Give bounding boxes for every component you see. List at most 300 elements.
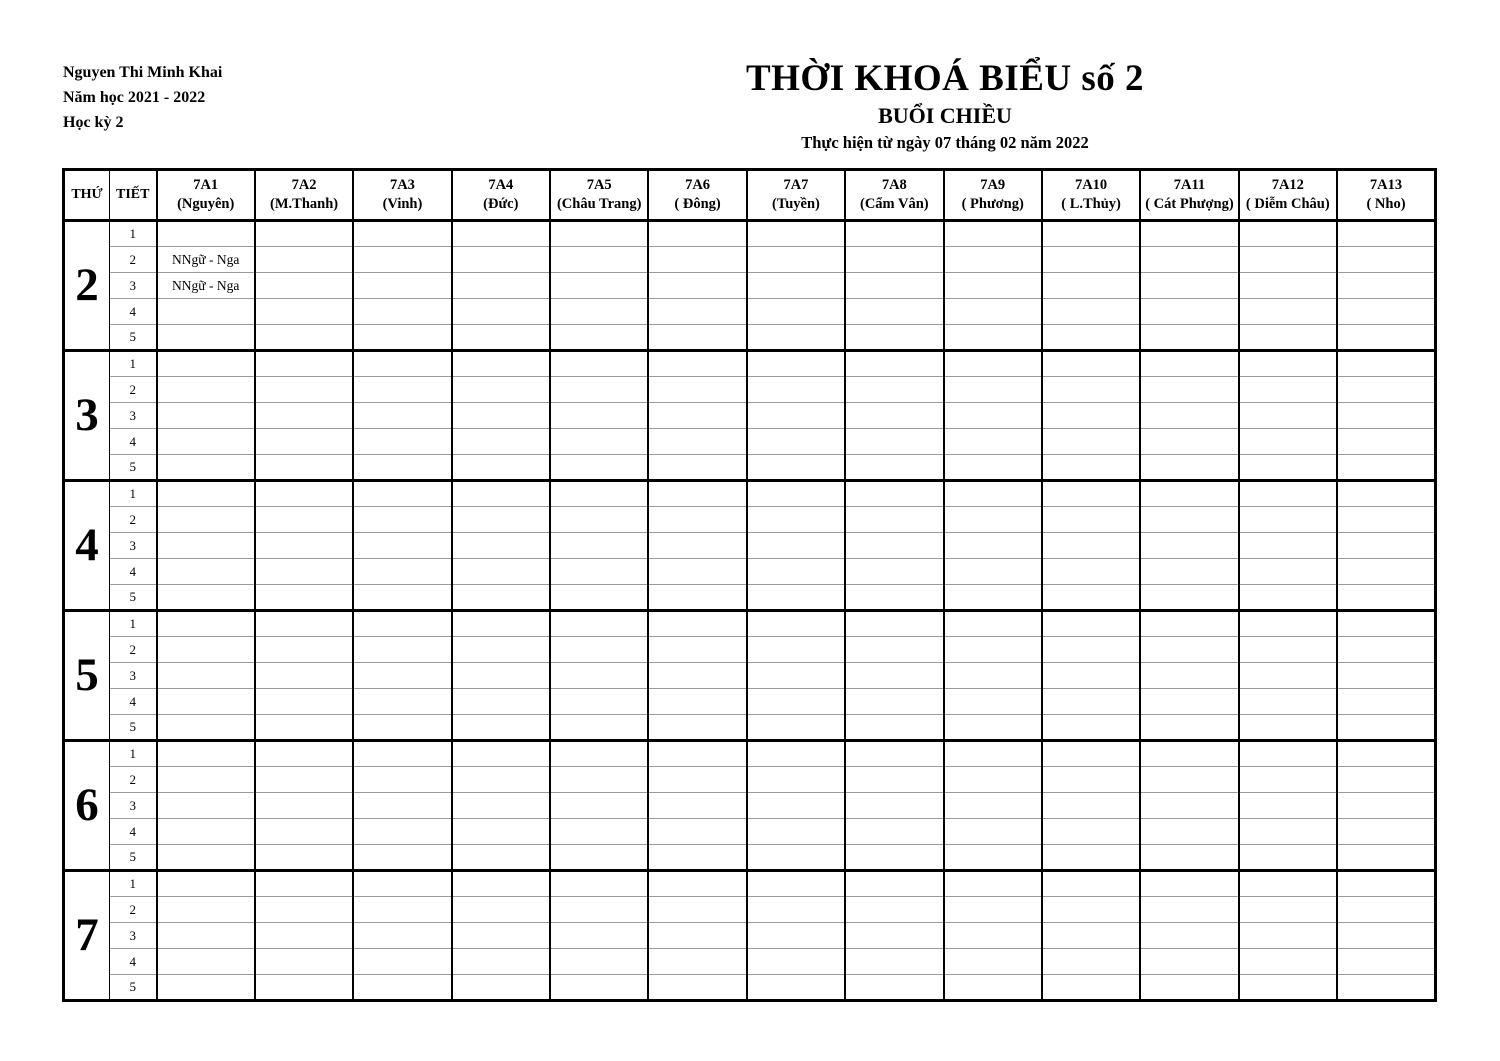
- schedule-cell: [452, 585, 550, 611]
- schedule-cell: [452, 325, 550, 351]
- schedule-cell: [1042, 481, 1140, 507]
- schedule-cell: [648, 611, 746, 637]
- schedule-cell: [1337, 455, 1436, 481]
- schedule-cell: [452, 455, 550, 481]
- schedule-cell: [353, 871, 451, 897]
- school-info: [63, 60, 222, 135]
- period-number: 3: [110, 533, 157, 559]
- subject-cell: NNgữ - Nga: [157, 273, 255, 299]
- schedule-cell: [1042, 923, 1140, 949]
- schedule-cell: [550, 247, 648, 273]
- schedule-cell: [1239, 351, 1337, 377]
- schedule-cell: [1239, 663, 1337, 689]
- schedule-cell: [845, 455, 943, 481]
- schedule-cell: [353, 351, 451, 377]
- schedule-cell: [255, 221, 353, 247]
- schedule-cell: [255, 715, 353, 741]
- schedule-cell: [550, 377, 648, 403]
- schedule-cell: [550, 429, 648, 455]
- schedule-cell: [1042, 663, 1140, 689]
- schedule-cell: [747, 559, 845, 585]
- schedule-cell: [944, 871, 1042, 897]
- period-number: 5: [110, 455, 157, 481]
- schedule-cell: [353, 715, 451, 741]
- schedule-cell: [255, 403, 353, 429]
- schedule-cell: [747, 325, 845, 351]
- timetable-grid: [62, 168, 1437, 1002]
- schedule-cell: [747, 455, 845, 481]
- schedule-cell: [157, 507, 255, 533]
- schedule-cell: [353, 481, 451, 507]
- schedule-cell: [157, 819, 255, 845]
- class-name: 7A12: [1271, 177, 1304, 193]
- schedule-cell: [550, 663, 648, 689]
- class-name: 7A7: [783, 177, 809, 193]
- schedule-cell: [1140, 949, 1238, 975]
- schedule-cell: [255, 767, 353, 793]
- schedule-cell: [550, 871, 648, 897]
- schedule-cell: [255, 975, 353, 1001]
- class-header-7A2: [255, 170, 353, 221]
- schedule-row: [64, 715, 1436, 741]
- schedule-cell: [747, 585, 845, 611]
- schedule-cell: [353, 507, 451, 533]
- schedule-cell: [944, 767, 1042, 793]
- schedule-cell: [1239, 455, 1337, 481]
- schedule-cell: [1140, 377, 1238, 403]
- schedule-cell: [1337, 403, 1436, 429]
- class-teacher: ( L.Thủy): [1061, 196, 1121, 212]
- schedule-cell: [353, 247, 451, 273]
- schedule-cell: [648, 481, 746, 507]
- schedule-row: [64, 429, 1436, 455]
- schedule-cell: [353, 975, 451, 1001]
- schedule-cell: [1239, 273, 1337, 299]
- schedule-cell: [845, 975, 943, 1001]
- schedule-cell: [1239, 221, 1337, 247]
- schedule-cell: [353, 923, 451, 949]
- schedule-cell: [1239, 949, 1337, 975]
- schedule-cell: [452, 273, 550, 299]
- schedule-cell: [845, 247, 943, 273]
- class-name: 7A6: [685, 177, 711, 193]
- schedule-row: [64, 949, 1436, 975]
- schedule-cell: [747, 247, 845, 273]
- schedule-cell: [1337, 377, 1436, 403]
- schedule-cell: [648, 975, 746, 1001]
- schedule-cell: [452, 403, 550, 429]
- schedule-cell: [845, 429, 943, 455]
- schedule-cell: [1239, 897, 1337, 923]
- schedule-cell: [845, 689, 943, 715]
- period-number: 1: [110, 871, 157, 897]
- schedule-cell: [550, 897, 648, 923]
- schedule-cell: [550, 949, 648, 975]
- schedule-cell: [747, 819, 845, 845]
- schedule-cell: [1042, 637, 1140, 663]
- class-name: 7A8: [881, 177, 907, 193]
- schedule-cell: [255, 819, 353, 845]
- schedule-cell: [944, 507, 1042, 533]
- schedule-cell: [845, 273, 943, 299]
- schedule-cell: [747, 923, 845, 949]
- schedule-cell: [648, 767, 746, 793]
- schedule-cell: [845, 637, 943, 663]
- day-number: 7: [64, 871, 110, 1001]
- schedule-cell: [944, 325, 1042, 351]
- schedule-cell: [550, 715, 648, 741]
- schedule-cell: [550, 403, 648, 429]
- schedule-cell: [353, 221, 451, 247]
- schedule-cell: [255, 637, 353, 663]
- period-number: 4: [110, 429, 157, 455]
- schedule-cell: [157, 689, 255, 715]
- schedule-cell: [1140, 975, 1238, 1001]
- schedule-cell: [353, 403, 451, 429]
- schedule-cell: [747, 689, 845, 715]
- schedule-cell: [944, 377, 1042, 403]
- schedule-cell: [747, 845, 845, 871]
- period-number: 4: [110, 689, 157, 715]
- schedule-cell: [747, 871, 845, 897]
- schedule-cell: [1239, 299, 1337, 325]
- schedule-cell: [1140, 533, 1238, 559]
- schedule-row: [64, 559, 1436, 585]
- schedule-cell: [1140, 221, 1238, 247]
- schedule-row: [64, 845, 1436, 871]
- schedule-cell: [157, 429, 255, 455]
- schedule-cell: [648, 559, 746, 585]
- schedule-cell: [1140, 715, 1238, 741]
- schedule-cell: [157, 637, 255, 663]
- schedule-cell: [944, 273, 1042, 299]
- schedule-cell: [1140, 351, 1238, 377]
- semester-label: Học kỳ 2: [63, 114, 124, 131]
- class-name: 7A10: [1074, 177, 1108, 193]
- schedule-cell: [1140, 767, 1238, 793]
- period-number: 4: [110, 819, 157, 845]
- schedule-cell: [1337, 897, 1436, 923]
- schedule-cell: [845, 611, 943, 637]
- schedule-cell: [747, 221, 845, 247]
- schedule-cell: [353, 949, 451, 975]
- class-header-7A4: [452, 170, 550, 221]
- schedule-cell: [353, 767, 451, 793]
- schedule-cell: [1042, 455, 1140, 481]
- schedule-cell: [944, 299, 1042, 325]
- schedule-cell: [944, 585, 1042, 611]
- period-number: 5: [110, 585, 157, 611]
- class-name: 7A2: [291, 177, 317, 193]
- schedule-cell: [255, 533, 353, 559]
- schedule-cell: [1239, 923, 1337, 949]
- schedule-cell: [845, 741, 943, 767]
- schedule-cell: [1140, 637, 1238, 663]
- schedule-cell: [353, 689, 451, 715]
- schedule-cell: [747, 403, 845, 429]
- schedule-cell: [1337, 247, 1436, 273]
- schedule-cell: [550, 975, 648, 1001]
- schedule-cell: [1042, 377, 1140, 403]
- period-number: 4: [110, 559, 157, 585]
- subject-cell: NNgữ - Nga: [157, 247, 255, 273]
- schedule-cell: [1042, 767, 1140, 793]
- schedule-cell: [550, 793, 648, 819]
- schedule-row: [64, 403, 1436, 429]
- schedule-cell: [944, 949, 1042, 975]
- schedule-cell: [353, 637, 451, 663]
- class-header-7A9: [944, 170, 1042, 221]
- class-teacher: (Nguyên): [177, 196, 235, 212]
- schedule-cell: [452, 819, 550, 845]
- schedule-cell: [1337, 871, 1436, 897]
- schedule-cell: [1140, 819, 1238, 845]
- schedule-cell: [1337, 715, 1436, 741]
- schedule-cell: [1140, 611, 1238, 637]
- schedule-cell: [1042, 975, 1140, 1001]
- schedule-cell: [747, 637, 845, 663]
- schedule-cell: [1337, 741, 1436, 767]
- schedule-cell: [648, 221, 746, 247]
- class-header-7A5: [550, 170, 648, 221]
- schedule-cell: [1239, 533, 1337, 559]
- schedule-cell: [1239, 377, 1337, 403]
- schedule-cell: [157, 663, 255, 689]
- schedule-cell: [1042, 299, 1140, 325]
- schedule-row: [64, 975, 1436, 1001]
- schedule-cell: [1337, 507, 1436, 533]
- schedule-cell: [452, 377, 550, 403]
- period-number: 5: [110, 325, 157, 351]
- schedule-cell: [1239, 689, 1337, 715]
- schedule-cell: [353, 273, 451, 299]
- schedule-cell: [648, 793, 746, 819]
- schedule-cell: [1239, 767, 1337, 793]
- schedule-cell: [157, 299, 255, 325]
- schedule-cell: [944, 663, 1042, 689]
- schedule-row: [64, 819, 1436, 845]
- period-number: 3: [110, 273, 157, 299]
- schedule-cell: [255, 481, 353, 507]
- schedule-cell: [1239, 325, 1337, 351]
- schedule-cell: [353, 663, 451, 689]
- schedule-cell: [648, 325, 746, 351]
- period-number: 3: [110, 403, 157, 429]
- class-header-7A13: [1337, 170, 1436, 221]
- schedule-cell: [255, 377, 353, 403]
- schedule-cell: [648, 533, 746, 559]
- class-teacher: (Vinh): [382, 196, 423, 212]
- schedule-cell: [1337, 221, 1436, 247]
- schedule-cell: [1140, 299, 1238, 325]
- schedule-cell: [255, 351, 353, 377]
- schedule-cell: [944, 247, 1042, 273]
- schedule-cell: [1239, 715, 1337, 741]
- schedule-cell: [648, 741, 746, 767]
- schedule-row: [64, 585, 1436, 611]
- schedule-cell: [648, 507, 746, 533]
- schedule-cell: [1337, 663, 1436, 689]
- schedule-cell: [550, 819, 648, 845]
- schedule-cell: [845, 585, 943, 611]
- class-teacher: (M.Thanh): [270, 196, 339, 212]
- class-header-7A10: [1042, 170, 1140, 221]
- schedule-cell: [845, 221, 943, 247]
- class-teacher: ( Phương): [961, 196, 1024, 212]
- schedule-cell: [550, 637, 648, 663]
- schedule-cell: [255, 611, 353, 637]
- schedule-row: [64, 793, 1436, 819]
- session-subtitle: BUỔI CHIỀU: [878, 102, 1012, 128]
- class-header-7A12: [1239, 170, 1337, 221]
- schedule-cell: [550, 455, 648, 481]
- schedule-cell: [1042, 819, 1140, 845]
- schedule-cell: [648, 663, 746, 689]
- schedule-cell: [550, 741, 648, 767]
- schedule-row: [64, 351, 1436, 377]
- schedule-cell: [452, 429, 550, 455]
- schedule-cell: [747, 611, 845, 637]
- schedule-cell: [1140, 247, 1238, 273]
- schedule-cell: [1042, 585, 1140, 611]
- schedule-cell: [353, 377, 451, 403]
- schedule-cell: [1140, 429, 1238, 455]
- schedule-cell: [550, 507, 648, 533]
- schedule-cell: [747, 767, 845, 793]
- schedule-cell: [1140, 559, 1238, 585]
- schedule-cell: [550, 923, 648, 949]
- schedule-cell: [255, 689, 353, 715]
- schedule-cell: [944, 689, 1042, 715]
- schedule-cell: [648, 949, 746, 975]
- schedule-cell: [550, 273, 648, 299]
- schedule-cell: [255, 923, 353, 949]
- schedule-cell: [452, 715, 550, 741]
- schedule-cell: [255, 429, 353, 455]
- class-header-7A8: [845, 170, 943, 221]
- schedule-cell: [353, 819, 451, 845]
- schedule-row: [64, 481, 1436, 507]
- schedule-cell: [845, 897, 943, 923]
- schedule-cell: [1042, 273, 1140, 299]
- schedule-cell: [157, 455, 255, 481]
- schedule-cell: [1239, 871, 1337, 897]
- schedule-cell: [550, 611, 648, 637]
- schedule-cell: [550, 689, 648, 715]
- day-number: 4: [64, 481, 110, 611]
- class-teacher: (Châu Trang): [556, 196, 642, 212]
- schedule-cell: [1140, 481, 1238, 507]
- schedule-cell: [157, 533, 255, 559]
- schedule-cell: [353, 611, 451, 637]
- schedule-row: [64, 247, 1436, 273]
- schedule-cell: [157, 715, 255, 741]
- schedule-cell: [648, 351, 746, 377]
- schedule-cell: [648, 247, 746, 273]
- schedule-cell: [944, 845, 1042, 871]
- schedule-cell: [648, 403, 746, 429]
- effective-date: Thực hiện từ ngày 07 tháng 02 năm 2022: [801, 132, 1089, 152]
- schedule-row: [64, 273, 1436, 299]
- schedule-cell: [1239, 507, 1337, 533]
- schedule-cell: [1042, 871, 1140, 897]
- schedule-cell: [1140, 845, 1238, 871]
- schedule-cell: [1337, 559, 1436, 585]
- schedule-cell: [157, 481, 255, 507]
- period-number: 3: [110, 793, 157, 819]
- schedule-cell: [157, 793, 255, 819]
- schedule-cell: [157, 845, 255, 871]
- schedule-cell: [1239, 247, 1337, 273]
- period-number: 5: [110, 845, 157, 871]
- schedule-cell: [845, 845, 943, 871]
- schedule-cell: [845, 663, 943, 689]
- schedule-cell: [1140, 689, 1238, 715]
- schedule-row: [64, 611, 1436, 637]
- schedule-cell: [255, 845, 353, 871]
- schedule-cell: [1337, 689, 1436, 715]
- schedule-cell: [845, 715, 943, 741]
- schedule-cell: [1140, 793, 1238, 819]
- schedule-cell: [845, 351, 943, 377]
- schedule-cell: [353, 455, 451, 481]
- schedule-cell: [255, 741, 353, 767]
- schedule-cell: [747, 715, 845, 741]
- schedule-cell: [255, 247, 353, 273]
- schedule-cell: [648, 845, 746, 871]
- schedule-cell: [1239, 819, 1337, 845]
- school-name: Nguyen Thi Minh Khai: [63, 64, 223, 81]
- schedule-cell: [845, 559, 943, 585]
- schedule-cell: [353, 585, 451, 611]
- schedule-cell: [452, 923, 550, 949]
- schedule-cell: [747, 429, 845, 455]
- schedule-cell: [1239, 481, 1337, 507]
- schedule-cell: [1042, 559, 1140, 585]
- class-header-7A7: [747, 170, 845, 221]
- schedule-cell: [1140, 325, 1238, 351]
- schedule-cell: [353, 741, 451, 767]
- class-header-7A3: [353, 170, 451, 221]
- schedule-cell: [452, 741, 550, 767]
- schedule-cell: [944, 897, 1042, 923]
- schedule-cell: [747, 741, 845, 767]
- schedule-cell: [845, 767, 943, 793]
- schedule-row: [64, 689, 1436, 715]
- schedule-cell: [845, 325, 943, 351]
- class-name: 7A11: [1173, 177, 1206, 193]
- schedule-cell: [452, 221, 550, 247]
- schedule-cell: [648, 299, 746, 325]
- schedule-cell: [157, 559, 255, 585]
- schedule-cell: [1042, 741, 1140, 767]
- schedule-cell: [747, 377, 845, 403]
- schedule-cell: [648, 273, 746, 299]
- period-number: 2: [110, 507, 157, 533]
- schedule-cell: [944, 559, 1042, 585]
- schedule-cell: [452, 351, 550, 377]
- schedule-cell: [747, 273, 845, 299]
- schedule-cell: [452, 559, 550, 585]
- schedule-cell: [1140, 663, 1238, 689]
- schedule-cell: [1337, 585, 1436, 611]
- schedule-cell: [1239, 585, 1337, 611]
- schedule-cell: [944, 221, 1042, 247]
- schedule-cell: [255, 871, 353, 897]
- class-name: 7A13: [1369, 177, 1403, 193]
- schedule-cell: [452, 247, 550, 273]
- schedule-cell: [1140, 585, 1238, 611]
